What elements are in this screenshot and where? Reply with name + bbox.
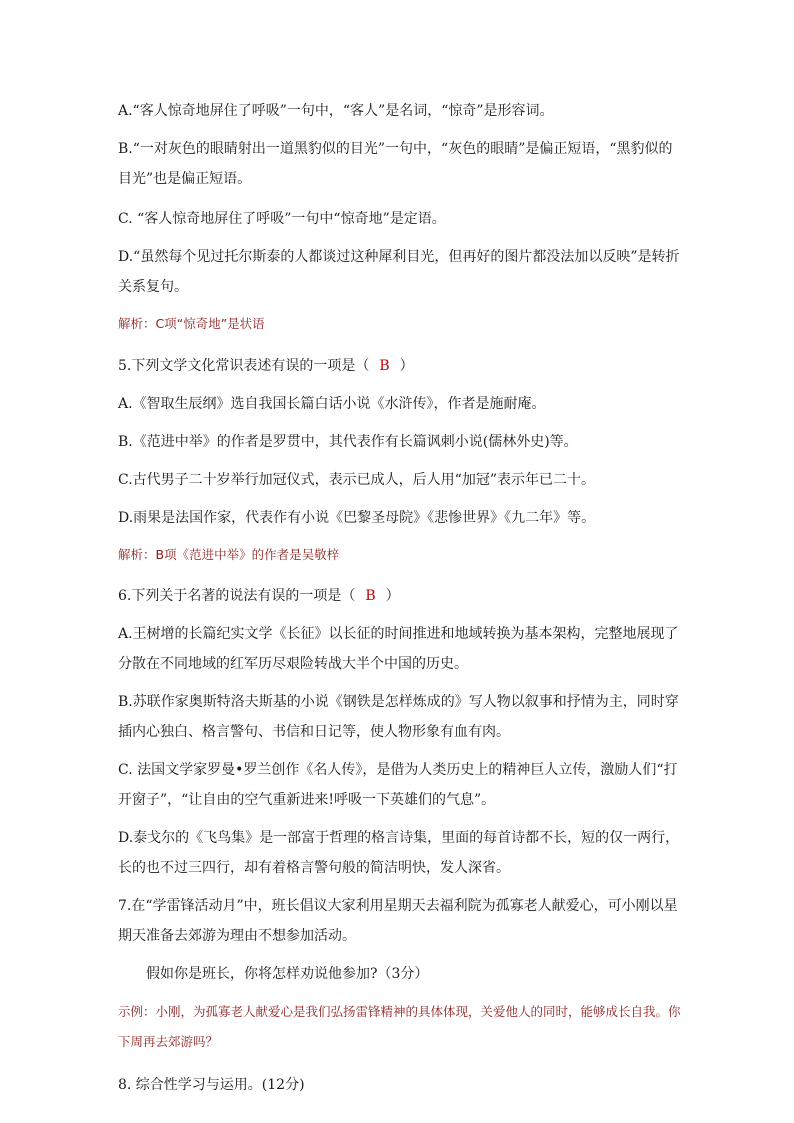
q5-option-b: B.《范进中举》的作者是罗贯中，其代表作有长篇讽刺小说(儒林外史)等。: [118, 433, 578, 450]
q5-stem-text: 5.下列文学文化常识表述有误的一项是（: [118, 357, 370, 374]
q6-option-d: D.泰戈尔的《飞鸟集》是一部富于哲理的格言诗集，里面的每首诗都不长，短的仅一两行，长的也不过三四行，却有着格言警句般的简洁明快，发人深省。: [118, 830, 680, 876]
q5-analysis: 解析：B项《范进中举》的作者是吴敬梓: [118, 546, 340, 562]
q4-option-b: B.“一对灰色的眼睛射出一道黑豹似的目光”一句中，“灰色的眼睛”是偏正短语，“黑豹似的目光”也是偏正短语。: [118, 141, 673, 187]
q4-analysis: 解析：C项“惊奇地”是状语: [118, 316, 265, 331]
q6-stem-close: ）: [385, 588, 400, 604]
q6-option-b: B.苏联作家奥斯特洛夫斯基的小说《钢铁是怎样炼成的》写人物以叙事和抒情为主，同时穿插内心独白、格言警句、书信和日记等，使人物形象有血有肉。: [118, 694, 679, 740]
q7-stem: 7.在“学雷锋活动月”中，班长倡议大家利用星期天去福利院为孤寡老人献爱心，可小刚以星期天准备去郊游为理由不想参加活动。: [118, 898, 678, 944]
q6-option-a: A.王树增的长篇纪实文学《长征》以长征的时间推进和地域转换为基本架构，完整地展现了分散在不同地域的红军历尽艰险转战大半个中国的历史。: [118, 626, 679, 672]
q6-option-c: C. 法国文学家罗曼•罗兰创作《名人传》，是借为人类历史上的精神巨人立传，激励人们“打开窗子”，“让自由的空气重新进来!呼吸一下英雄们的气息”。: [118, 762, 678, 808]
document-page: [118, 96, 684, 1100]
q8-stem: 8. 综合性学习与运用。(12分): [118, 1076, 305, 1093]
q4-option-c: C. “客人惊奇地屏住了呼吸”一句中“惊奇地”是定语。: [118, 211, 446, 227]
q5-option-d: D.雨果是法国作家，代表作有小说《巴黎圣母院》《悲惨世界》《九二年》等。: [118, 509, 596, 526]
q5-answer: B: [379, 357, 390, 374]
q7-example-answer: 示例：小刚，为孤寡老人献爱心是我们弘扬雷锋精神的具体体现，关爱他人的同时，能够成长自我。你下周再去郊游吗？: [118, 1004, 681, 1049]
q6-stem-text: 6.下列关于名著的说法有误的一项是（: [118, 588, 356, 604]
q6-stem: [118, 581, 684, 611]
q5-option-c: C.古代男子二十岁举行加冠仪式，表示已成人，后人用“加冠”表示年已二十。: [118, 471, 595, 488]
q4-option-a: A.“客人惊奇地屏住了呼吸”一句中，“客人”是名词，“惊奇”是形容词。: [118, 103, 554, 119]
q7-prompt: 假如你是班长，你将怎样劝说他参加?（3分）: [146, 966, 429, 982]
q5-option-a: A.《智取生辰纲》选自我国长篇白话小说《水浒传》，作者是施耐庵。: [118, 395, 546, 412]
q6-answer: B: [365, 588, 376, 604]
q5-stem-close: ）: [399, 357, 414, 374]
q4-option-d: D.“虽然每个见过托尔斯泰的人都谈过这种犀利目光，但再好的图片都没法加以反映”是转折关系复句。: [118, 249, 680, 295]
q5-stem: [118, 351, 684, 381]
